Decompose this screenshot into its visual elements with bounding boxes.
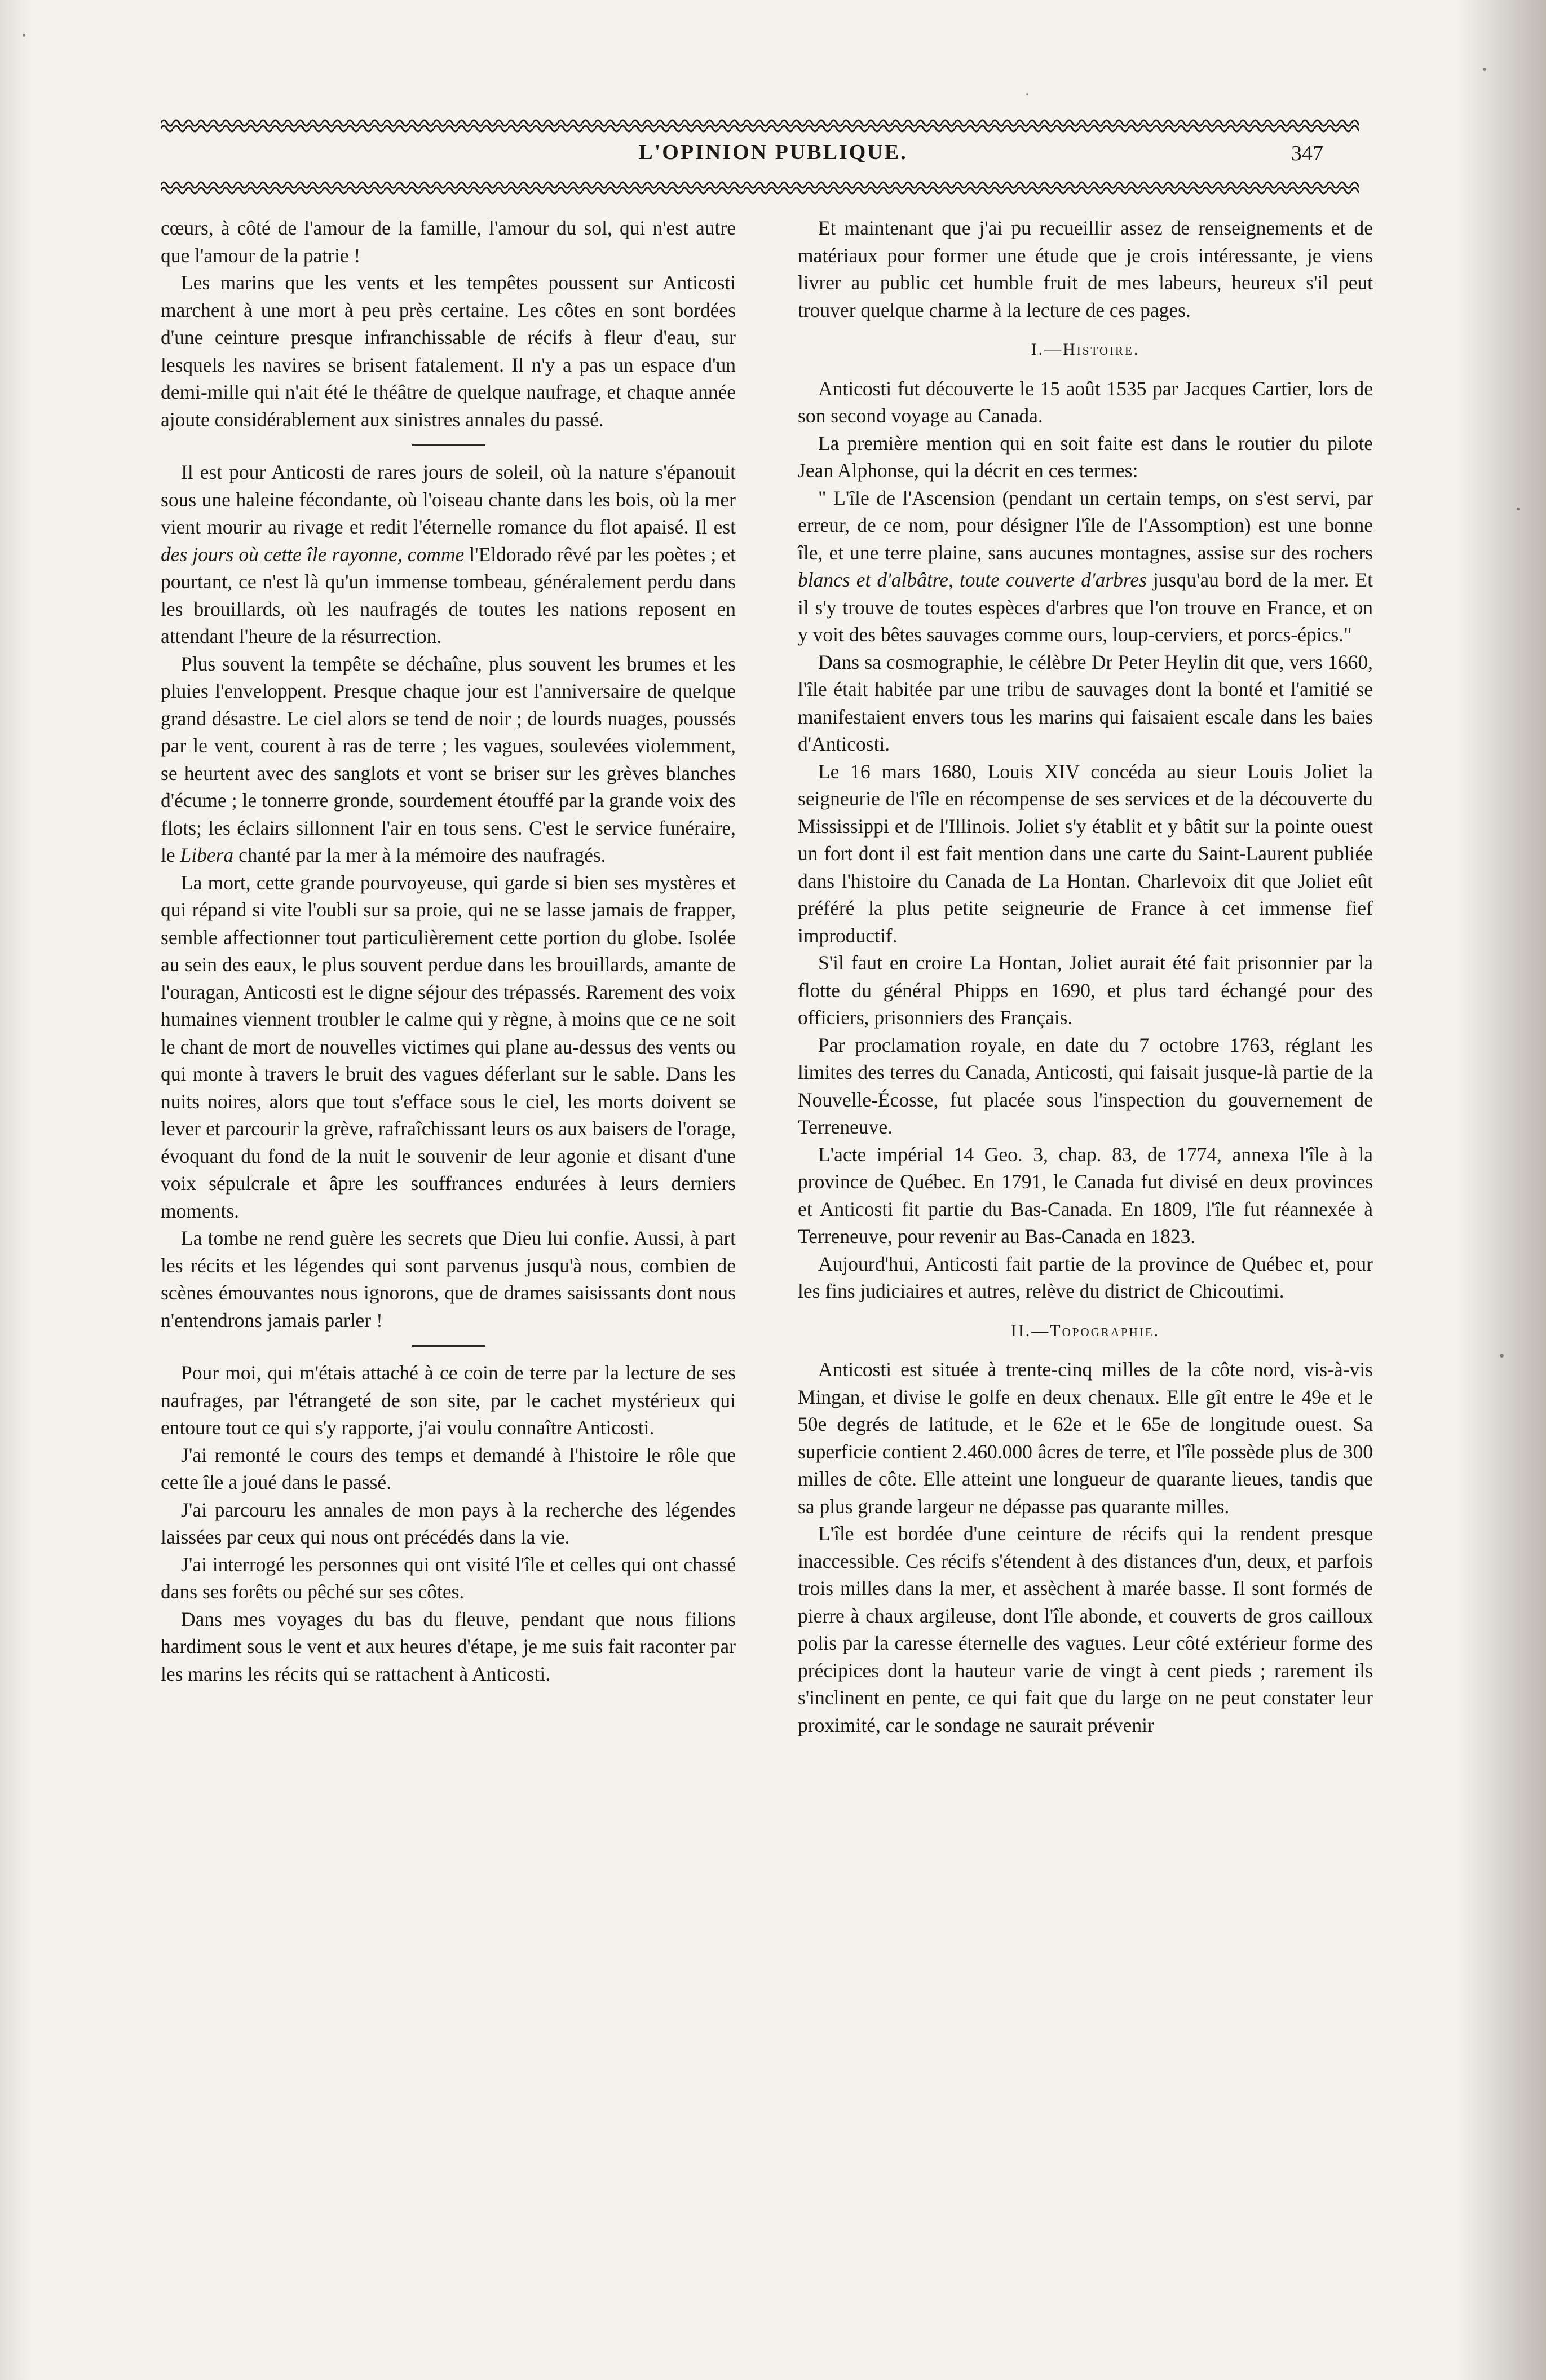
print-speck xyxy=(1500,1354,1504,1358)
paragraph: La tombe ne rend guère les secrets que Dieu lui confie. Aussi, à part les récits et les légendes qui sont parvenus jusqu'à nous, combien de scènes émouvantes nous ignorons, que de drames saisissants dont nous n'entendrons jamais parler ! xyxy=(161,1227,736,1332)
paragraph: Il est pour Anticosti de rares jours de soleil, où la nature s'épanouit sous une haleine fécondante, où l'oiseau chante dans les bois, où la mer vient mourir au rivage et redit l'éternelle romance du flot apaisé. Il est des jours où cette île rayonne, comme l'Eldorado rêvé par les poètes ; et pourtant, ce n'est là qu'un immense tombeau, généralement perdu dans les brouillards, où les naufragés de toutes les nations reposent en attendant l'heure de la résurrection. xyxy=(161,461,736,647)
newspaper-title: L'OPINION PUBLIQUE. xyxy=(638,140,908,164)
print-speck xyxy=(1026,93,1028,95)
paragraph: Pour moi, qui m'étais attaché à ce coin de terre par la lecture de ses naufrages, par l'étrangeté de son site, par le cachet mystérieux qui entoure tout ce qui s'y rapporte, j'ai voulu connaître Anticosti. xyxy=(161,1361,736,1439)
paragraph: La mort, cette grande pourvoyeuse, qui garde si bien ses mystères et qui répand si vite l'oubli sur sa proie, qui ne se lasse jamais de frapper, semble affectionner tout particulièrement cette portion du globe. Isolée au sein des eaux, le plus souvent perdue dans les brouillards, amante de l'ouragan, Anticosti est le digne séjour des trépassés. Rarement des voix humaines viennent troubler le calme qui y règne, à moins que ce ne soit le chant de mort de nouvelles victimes qui plane au-dessus des vents ou qui monte à travers le bruit des vagues déferlant sur le sable. Dans les nuits noires, alors que tout s'efface sous le ciel, les morts doivent se lever et parcourir la grève, rafraîchissant leurs os aux baisers de l'orage, évoquant du fond de la nuit le souvenir de leur agonie et disant d'une voix sépulcrale et âpre les souffrances endurées à leurs derniers moments. xyxy=(161,871,736,1222)
section-divider xyxy=(412,1345,485,1347)
paragraph: Anticosti fut découverte le 15 août 1535 par Jacques Cartier, lors de son second voyage au Canada. xyxy=(798,377,1373,427)
paragraph: Les marins que les vents et les tempêtes poussent sur Anticosti marchent à une mort à peu près certaine. Les côtes en sont bordées d'une ceinture presque infranchissable de récifs à fleur d'eau, sur lesquels les navires se brisent fatalement. Il n'y a pas un espace d'un demi-mille qui n'ait été le théâtre de quelque naufrage, et chaque année ajoute considérablement aux sinistres annales du passé. xyxy=(161,271,736,431)
print-speck xyxy=(1517,508,1520,510)
paragraph: Le 16 mars 1680, Louis XIV concéda au sieur Louis Joliet la seigneurie de l'île en récompense de ses services et de la découverte du Mississippi et de l'Illinois. Joliet s'y établit et y bâtit sur la pointe ouest un fort dont il est fait mention dans une carte du Saint-Laurent publiée dans l'histoire du Canada de La Hontan. Charlevoix dit que Joliet eût préféré la plus petite seigneurie de France à cet immense fief improductif. xyxy=(798,760,1373,947)
print-speck xyxy=(23,34,25,37)
paragraph: L'acte impérial 14 Geo. 3, chap. 83, de 1774, annexa l'île à la province de Québec. En 1791, le Canada fut divisé en deux provinces et Anticosti fit partie du Bas-Canada. En 1809, l'île fut réannexée à Terreneuve, pour revenir au Bas-Canada en 1823. xyxy=(798,1143,1373,1248)
paragraph: Dans mes voyages du bas du fleuve, pendant que nous filions hardiment sous le vent et aux heures d'étape, je me suis fait raconter par les marins les récits qui se rattachent à Anticosti. xyxy=(161,1607,736,1685)
paragraph: J'ai interrogé les personnes qui ont visité l'île et celles qui ont chassé dans ses forêts ou pêché sur ses côtes. xyxy=(161,1553,736,1603)
ornamental-rule-top xyxy=(161,117,1359,134)
paragraph: Anticosti est située à trente-cinq milles de la côte nord, vis-à-vis Mingan, et divise le golfe en deux chenaux. Elle gît entre le 49e et le 50e degrés de latitude, et le 62e et le 65e de longitude ouest. Sa superficie contient 2.460.000 âcres de terre, et l'île possède plus de 300 milles de côte. Elle atteint une longueur de quarante lieues, tandis que sa plus grande largeur ne dépasse pas quarante milles. xyxy=(798,1358,1373,1518)
section-heading-topographie: II.—Topographie. xyxy=(1010,1321,1160,1340)
paragraph: J'ai parcouru les annales de mon pays à la recherche des légendes laissées par ceux qui nous ont précédés dans la vie. xyxy=(161,1498,736,1548)
section-divider xyxy=(412,444,485,446)
ornamental-rule-bottom xyxy=(161,179,1359,196)
paragraph: Aujourd'hui, Anticosti fait partie de la province de Québec et, pour les fins judiciaires et autres, relève du district de Chicoutimi. xyxy=(798,1252,1373,1302)
paragraph: Plus souvent la tempête se déchaîne, plus souvent les brumes et les pluies l'enveloppent. Presque chaque jour est l'anniversaire de quelque grand désastre. Le ciel alors se tend de noir ; de lourds nuages, poussés par le vent, courent à ras de terre ; les vagues, soulevées violemment, se heurtent avec des sanglots et vont se briser sur les grèves blanches d'écume ; le tonnerre gronde, sourdement étouffé par la grande voix des flots; les éclairs sillonnent l'air en tous sens. C'est le service funéraire, le Libera chanté par la mer à la mémoire des naufragés. xyxy=(161,652,736,866)
paragraph: cœurs, à côté de l'amour de la famille, l'amour du sol, qui n'est autre que l'amour de la patrie ! xyxy=(161,217,736,267)
paragraph: La première mention qui en soit faite est dans le routier du pilote Jean Alphonse, qui la décrit en ces termes: xyxy=(798,431,1373,482)
page-number: 347 xyxy=(1291,142,1323,165)
paragraph: J'ai remonté le cours des temps et demandé à l'histoire le rôle que cette île a joué dans le passé. xyxy=(161,1443,736,1493)
left-column xyxy=(161,214,736,1687)
paragraph: S'il faut en croire La Hontan, Joliet aurait été fait prisonnier par la flotte du général Phipps en 1690, et plus tard échangé pour des officiers, prisonniers des Français. xyxy=(798,951,1373,1029)
page-edge-shadow-left xyxy=(0,0,34,2380)
section-heading-histoire: I.—Histoire. xyxy=(1031,340,1140,359)
paragraph: Par proclamation royale, en date du 7 octobre 1763, réglant les limites des terres du Canada, Anticosti, qui faisait jusque-là partie de la Nouvelle-Écosse, fut placée sous l'inspection du gouvernement de Terreneuve. xyxy=(798,1033,1373,1138)
paragraph: L'île est bordée d'une ceinture de récifs qui la rendent presque inaccessible. Ces récifs s'étendent à des distances d'un, deux, et parfois trois milles dans la mer, et assèchent à marée basse. Il sont formés de pierre à chaux argileuse, dont l'île abonde, et couverts de gros cailloux polis par la caresse éternelle des vagues. Leur côté extérieur forme des précipices dont la hauteur varie de vingt à cent pieds ; rarement ils s'inclinent en pente, ce qui fait que du large on ne peut constater leur proximité, car le sondage ne saurait prévenir xyxy=(798,1522,1373,1736)
paragraph: Dans sa cosmographie, le célèbre Dr Peter Heylin dit que, vers 1660, l'île était habitée par une tribu de sauvages dont la bonté et l'amitié se manifestaient envers tous les marins qui faisaient escale dans les baies d'Anticosti. xyxy=(798,650,1373,755)
print-speck xyxy=(1483,68,1486,71)
page-edge-shadow-right xyxy=(1456,0,1546,2380)
right-column xyxy=(798,214,1373,1739)
quotation-paragraph: " L'île de l'Ascension (pendant un certain temps, on s'est servi, par erreur, de ce nom, pour désigner l'île de l'Assomption) est une bonne île, et une terre plaine, sans aucunes montagnes, assise sur des rochers blancs et d'albâtre, toute couverte d'arbres jusqu'au bord de la mer. Et il s'y trouve de toutes espèces d'arbres que l'on trouve en France, et on y voit des bêtes sauvages comme ours, loup-cerviers, et porcs-épics." xyxy=(798,486,1373,646)
paragraph: Et maintenant que j'ai pu recueillir assez de renseignements et de matériaux pour former une étude que je crois intéressante, je viens livrer au public cet humble fruit de mes labeurs, heureux s'il peut trouver quelque charme à la lecture de ces pages. xyxy=(798,217,1373,321)
